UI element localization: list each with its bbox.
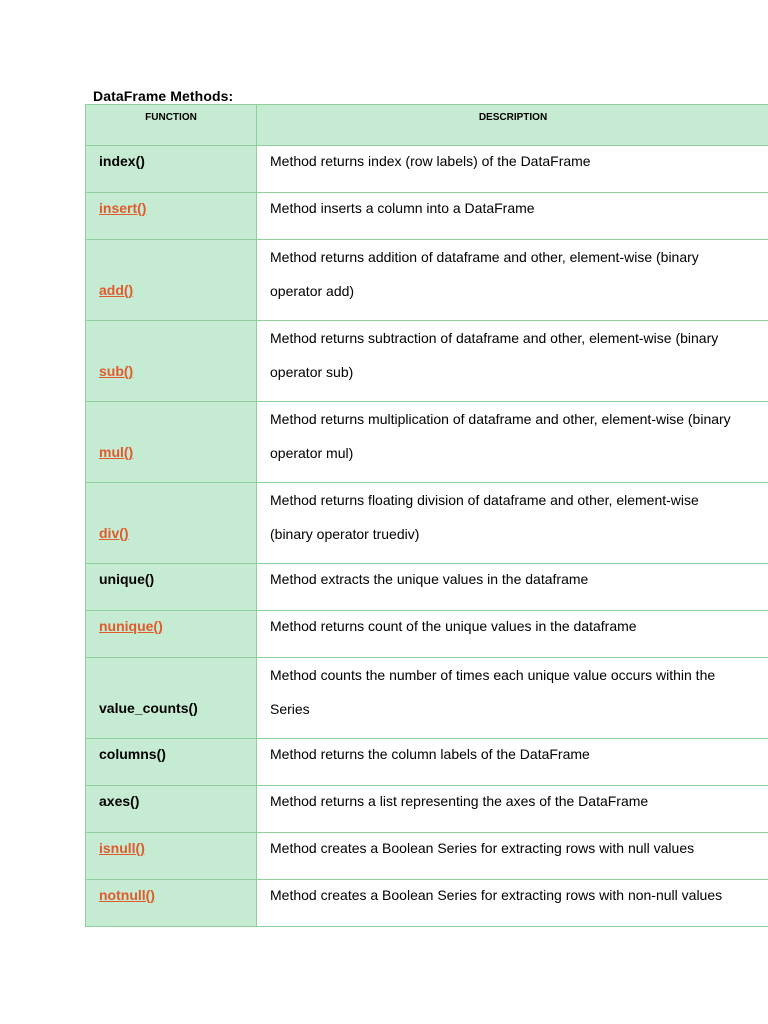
description-line: operator sub) xyxy=(270,364,354,380)
table-row xyxy=(86,785,768,832)
function-cell xyxy=(86,739,257,785)
description-line: Method returns multiplication of dataframe and other, element-wise (binary xyxy=(270,411,731,427)
table-row xyxy=(86,563,768,610)
description-cell xyxy=(257,146,768,192)
description-line: Method extracts the unique values in the dataframe xyxy=(270,571,589,587)
description-line: Method returns count of the unique values in the dataframe xyxy=(270,618,637,634)
description-line: Method returns floating division of dataframe and other, element-wise xyxy=(270,492,699,508)
function-cell xyxy=(86,240,257,320)
description-cell xyxy=(257,786,768,832)
table-row xyxy=(86,832,768,879)
description-cell xyxy=(257,611,768,657)
description-cell xyxy=(257,483,768,563)
description-cell xyxy=(257,833,768,879)
function-cell xyxy=(86,611,257,657)
function-name: axes() xyxy=(99,793,140,809)
description-cell xyxy=(257,564,768,610)
description-line: Series xyxy=(270,701,310,717)
header-description: DESCRIPTION xyxy=(257,105,768,145)
description-line: Method returns a list representing the axes of the DataFrame xyxy=(270,793,649,809)
description-line: Method inserts a column into a DataFrame xyxy=(270,200,535,216)
page-title: DataFrame Methods: xyxy=(93,88,234,104)
description-cell xyxy=(257,739,768,785)
function-name: index() xyxy=(99,153,145,169)
description-cell xyxy=(257,658,768,738)
function-cell xyxy=(86,786,257,832)
table-row xyxy=(86,401,768,482)
description-cell xyxy=(257,402,768,482)
function-cell xyxy=(86,483,257,563)
description-line: Method creates a Boolean Series for extracting rows with null values xyxy=(270,840,695,856)
function-link[interactable]: notnull() xyxy=(99,887,155,903)
description-line: Method returns subtraction of dataframe and other, element-wise (binary xyxy=(270,330,719,346)
table-row xyxy=(86,879,768,926)
methods-table xyxy=(85,104,768,927)
function-cell xyxy=(86,880,257,926)
function-link[interactable]: nunique() xyxy=(99,618,163,634)
description-line: Method returns the column labels of the DataFrame xyxy=(270,746,590,762)
function-cell xyxy=(86,402,257,482)
function-name: value_counts() xyxy=(99,700,198,716)
table-row xyxy=(86,610,768,657)
table-row xyxy=(86,239,768,320)
table-row xyxy=(86,738,768,785)
description-cell xyxy=(257,240,768,320)
description-cell xyxy=(257,321,768,401)
table-row xyxy=(86,145,768,192)
table-row xyxy=(86,320,768,401)
function-link[interactable]: insert() xyxy=(99,200,147,216)
function-cell xyxy=(86,146,257,192)
function-cell xyxy=(86,564,257,610)
function-link[interactable]: div() xyxy=(99,525,129,541)
description-line: Method counts the number of times each unique value occurs within the xyxy=(270,667,716,683)
description-line: operator add) xyxy=(270,283,355,299)
function-name: unique() xyxy=(99,571,155,587)
function-cell xyxy=(86,321,257,401)
function-link[interactable]: add() xyxy=(99,282,134,298)
description-cell xyxy=(257,880,768,926)
table-row xyxy=(86,482,768,563)
header-function: FUNCTION xyxy=(86,105,257,145)
table-row xyxy=(86,657,768,738)
function-link[interactable]: sub() xyxy=(99,363,134,379)
function-link[interactable]: mul() xyxy=(99,444,134,460)
function-cell xyxy=(86,658,257,738)
description-line: Method creates a Boolean Series for extracting rows with non-null values xyxy=(270,887,723,903)
function-link[interactable]: isnull() xyxy=(99,840,145,856)
table-header-row xyxy=(86,105,768,145)
function-name: columns() xyxy=(99,746,166,762)
description-line: (binary operator truediv) xyxy=(270,526,420,542)
table-body xyxy=(86,145,768,926)
table-row xyxy=(86,192,768,239)
description-line: operator mul) xyxy=(270,445,354,461)
description-line: Method returns addition of dataframe and other, element-wise (binary xyxy=(270,249,699,265)
description-line: Method returns index (row labels) of the DataFrame xyxy=(270,153,591,169)
function-cell xyxy=(86,833,257,879)
description-cell xyxy=(257,193,768,239)
function-cell xyxy=(86,193,257,239)
